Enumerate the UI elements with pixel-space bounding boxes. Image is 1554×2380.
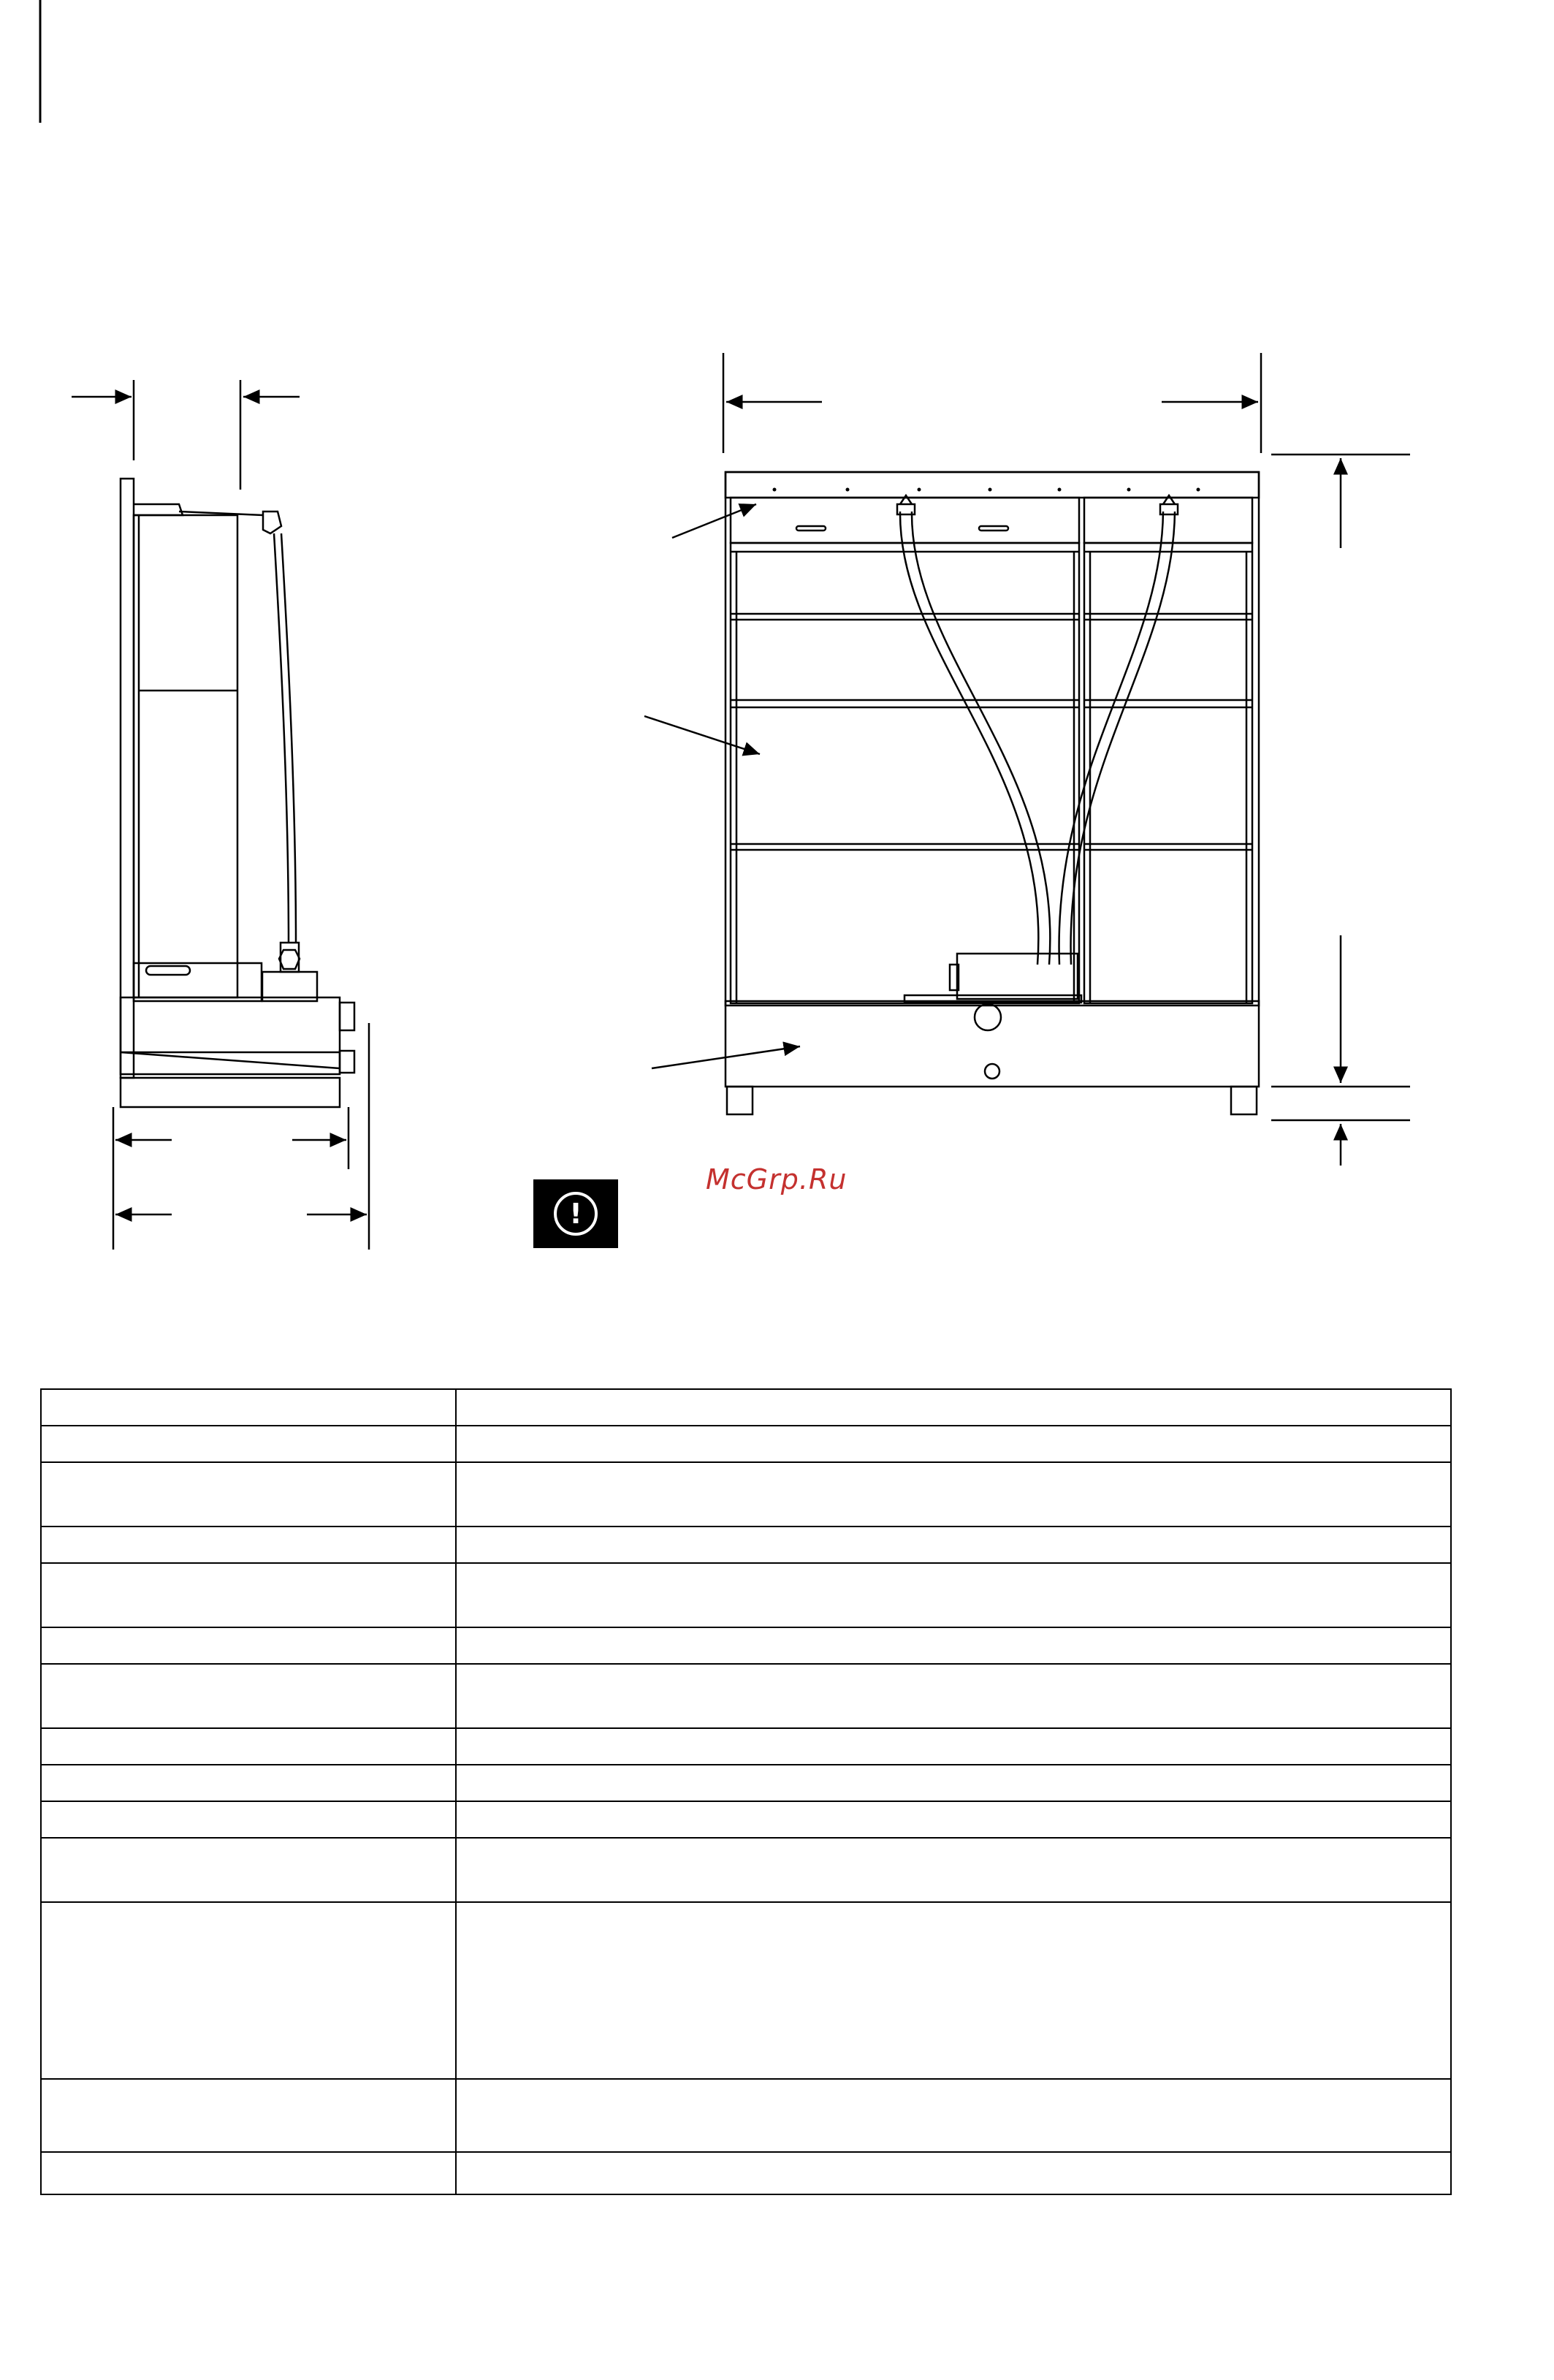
table-row xyxy=(41,1627,1451,1664)
table-row xyxy=(41,1664,1451,1728)
table-cell-label xyxy=(41,1902,456,2079)
table-cell-value xyxy=(456,1527,1451,1563)
table-cell-value xyxy=(456,2079,1451,2152)
header-fasteners xyxy=(773,488,1200,492)
table-cell-label xyxy=(41,1664,456,1728)
table-cell-value xyxy=(456,1563,1451,1627)
table-cell-value xyxy=(456,1426,1451,1462)
table-cell-label xyxy=(41,1462,456,1527)
side-view xyxy=(72,380,369,1250)
table-cell-value xyxy=(456,1664,1451,1728)
table-cell-label xyxy=(41,1627,456,1664)
warning-icon-box xyxy=(533,1179,618,1248)
watermark-text: McGrp.Ru xyxy=(706,1163,848,1195)
table-cell-label xyxy=(41,2152,456,2194)
table-row xyxy=(41,1563,1451,1627)
table-row xyxy=(41,1462,1451,1527)
table-row xyxy=(41,1389,1451,1426)
table-cell-value xyxy=(456,1902,1451,2079)
table-cell-label xyxy=(41,1838,456,1902)
table-row xyxy=(41,2152,1451,2194)
table-row xyxy=(41,1728,1451,1765)
table-row xyxy=(41,1838,1451,1902)
table-row xyxy=(41,1902,1451,2079)
front-view xyxy=(644,353,1410,1166)
table-cell-label xyxy=(41,2079,456,2152)
table-cell-value xyxy=(456,1765,1451,1801)
exclamation-mark: ! xyxy=(569,1198,582,1230)
table-cell-label xyxy=(41,1765,456,1801)
exclamation-circle-icon xyxy=(554,1192,598,1236)
table-row xyxy=(41,1765,1451,1801)
table-cell-label xyxy=(41,1563,456,1627)
table-cell-label xyxy=(41,1389,456,1426)
table-row xyxy=(41,1426,1451,1462)
table-cell-value xyxy=(456,1627,1451,1664)
table-row xyxy=(41,2079,1451,2152)
specification-table xyxy=(40,1388,1452,2195)
table-cell-label xyxy=(41,1728,456,1765)
table-row xyxy=(41,1801,1451,1838)
table-cell-value xyxy=(456,1728,1451,1765)
table-cell-value xyxy=(456,1462,1451,1527)
table-cell-value xyxy=(456,1389,1451,1426)
table-row xyxy=(41,1527,1451,1563)
table-cell-label xyxy=(41,1426,456,1462)
table-cell-label xyxy=(41,1527,456,1563)
table-cell-value xyxy=(456,2152,1451,2194)
table-cell-label xyxy=(41,1801,456,1838)
table-cell-value xyxy=(456,1838,1451,1902)
table-cell-value xyxy=(456,1801,1451,1838)
